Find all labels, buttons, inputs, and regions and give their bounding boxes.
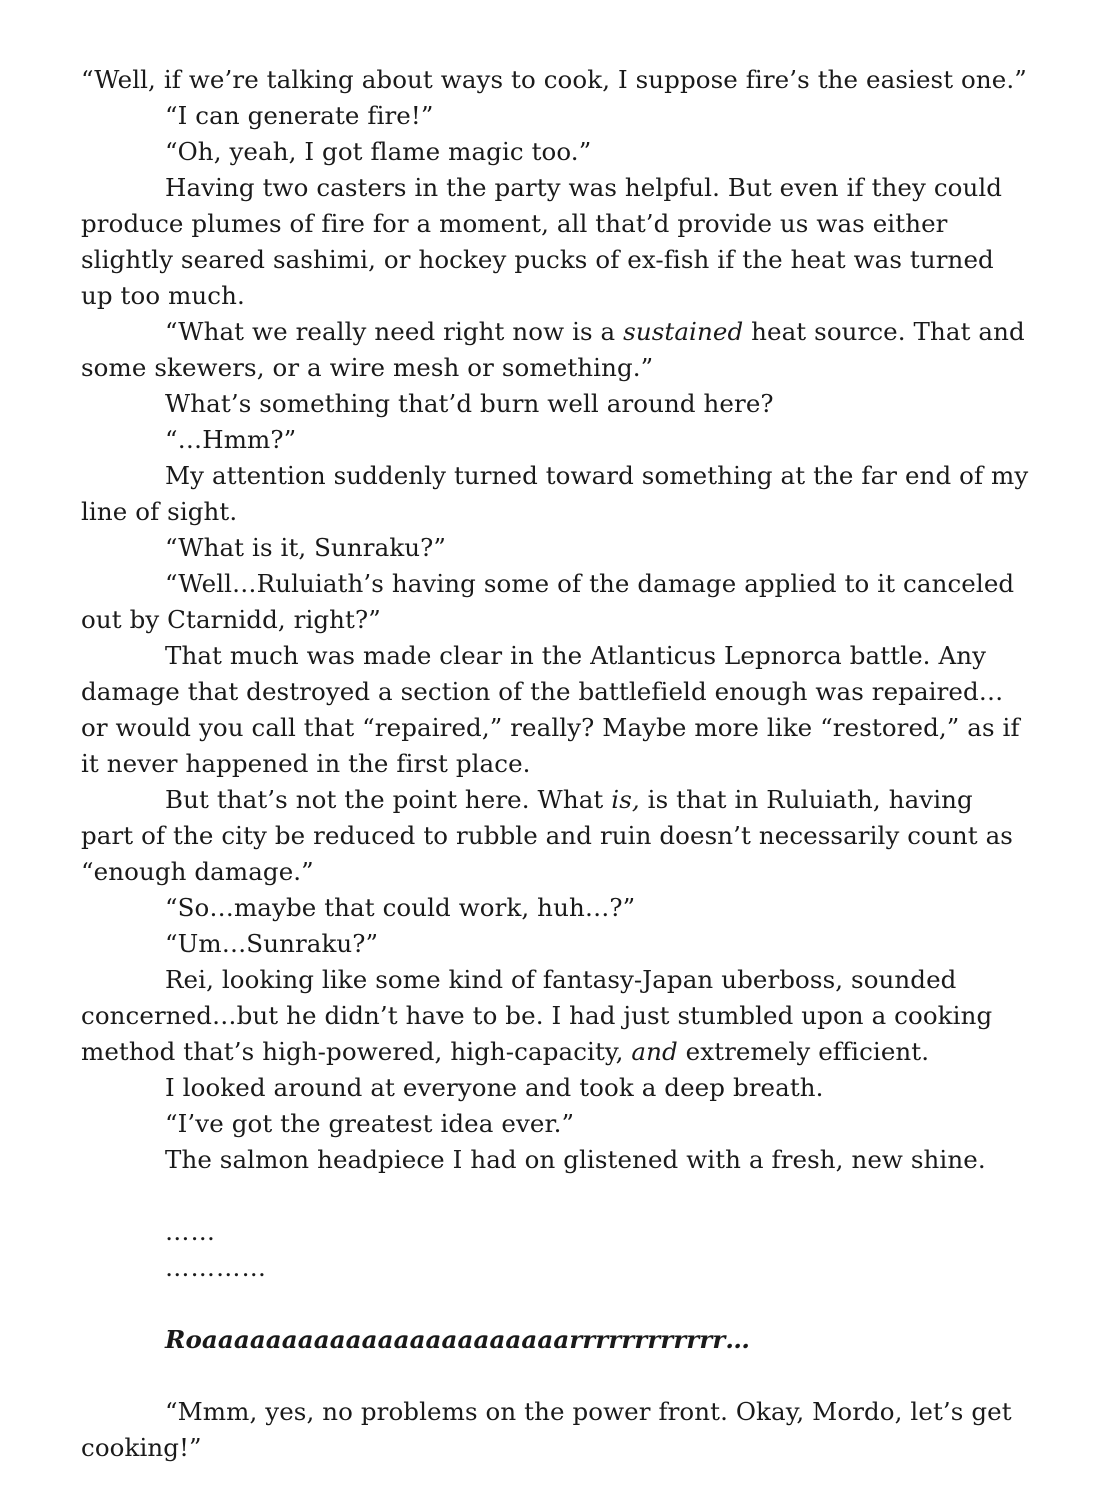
scene-break-space bbox=[81, 1178, 1029, 1214]
paragraph: “I’ve got the greatest idea ever.” bbox=[165, 1109, 575, 1138]
scene-break-space bbox=[81, 1358, 1029, 1394]
emphasis-text: and bbox=[631, 1037, 678, 1066]
paragraph: What’s something that’d burn well around here? bbox=[165, 389, 774, 418]
closing-paragraph: “Mmm, yes, no problems on the power front. Okay, Mordo, let’s get cooking!” bbox=[81, 1397, 1012, 1462]
paragraph: “What is it, Sunraku?” bbox=[165, 533, 447, 562]
paragraph: I looked around at everyone and took a deep breath. bbox=[165, 1073, 824, 1102]
paragraph-text: But that’s not the point here. What bbox=[165, 785, 612, 814]
paragraph: “So…maybe that could work, huh…?” bbox=[165, 893, 636, 922]
ellipsis-short: …… bbox=[165, 1217, 216, 1246]
paragraph: “Well…Ruluiath’s having some of the damage applied to it canceled out by Ctarnidd, right?” bbox=[81, 569, 1015, 634]
ellipsis-long: ………… bbox=[165, 1253, 267, 1282]
paragraph: “…Hmm?” bbox=[165, 425, 297, 454]
paragraph-text: Rei, looking like some kind of fantasy-Japan uberboss, sounded concerned…but he didn’t have to be. I had just stumbled upon a cooking method that’s high-powered, high-capacity, bbox=[81, 965, 993, 1066]
paragraph-text: “What we really need right now is a bbox=[165, 317, 624, 346]
paragraph: Having two casters in the party was helpful. But even if they could produce plumes of fire for a moment, all that’d provide us was either slightly seared sashimi, or hockey pucks of ex-fish if the heat was turned up too much. bbox=[81, 173, 1003, 310]
scene-break-space bbox=[81, 1286, 1029, 1322]
paragraph bbox=[81, 962, 1029, 1070]
paragraph: The salmon headpiece I had on glistened with a fresh, new shine. bbox=[165, 1145, 986, 1174]
paragraph bbox=[81, 314, 1029, 386]
paragraph-text: heat source. That and some skewers, or a wire mesh or something.” bbox=[81, 317, 1025, 382]
emphasis-text: sustained bbox=[623, 317, 744, 346]
paragraph: My attention suddenly turned toward something at the far end of my line of sight. bbox=[81, 461, 1029, 526]
emphasis-text: is, bbox=[611, 785, 640, 814]
paragraph: “I can generate fire!” bbox=[165, 101, 434, 130]
book-page bbox=[81, 62, 1029, 1466]
roar-sound-effect: Roaaaaaaaaaaaaaaaaaaaaaaarrrrrrrrrrrr… bbox=[165, 1325, 751, 1354]
paragraph bbox=[81, 782, 1029, 890]
paragraph-text: is that in Ruluiath, having part of the city be reduced to rubble and ruin doesn’t necessarily count as “enough damage.” bbox=[81, 785, 1013, 886]
paragraph: “Oh, yeah, I got flame magic too.” bbox=[165, 137, 592, 166]
paragraph: “Well, if we’re talking about ways to cook, I suppose fire’s the easiest one.” bbox=[81, 65, 1027, 94]
paragraph-text: extremely efficient. bbox=[677, 1037, 930, 1066]
paragraph: That much was made clear in the Atlanticus Lepnorca battle. Any damage that destroyed a section of the battlefield enough was repaired…or would you call that “repaired,” really? Maybe more like “restored,” as if it never happened in the first place. bbox=[81, 641, 1020, 778]
paragraph: “Um…Sunraku?” bbox=[165, 929, 379, 958]
